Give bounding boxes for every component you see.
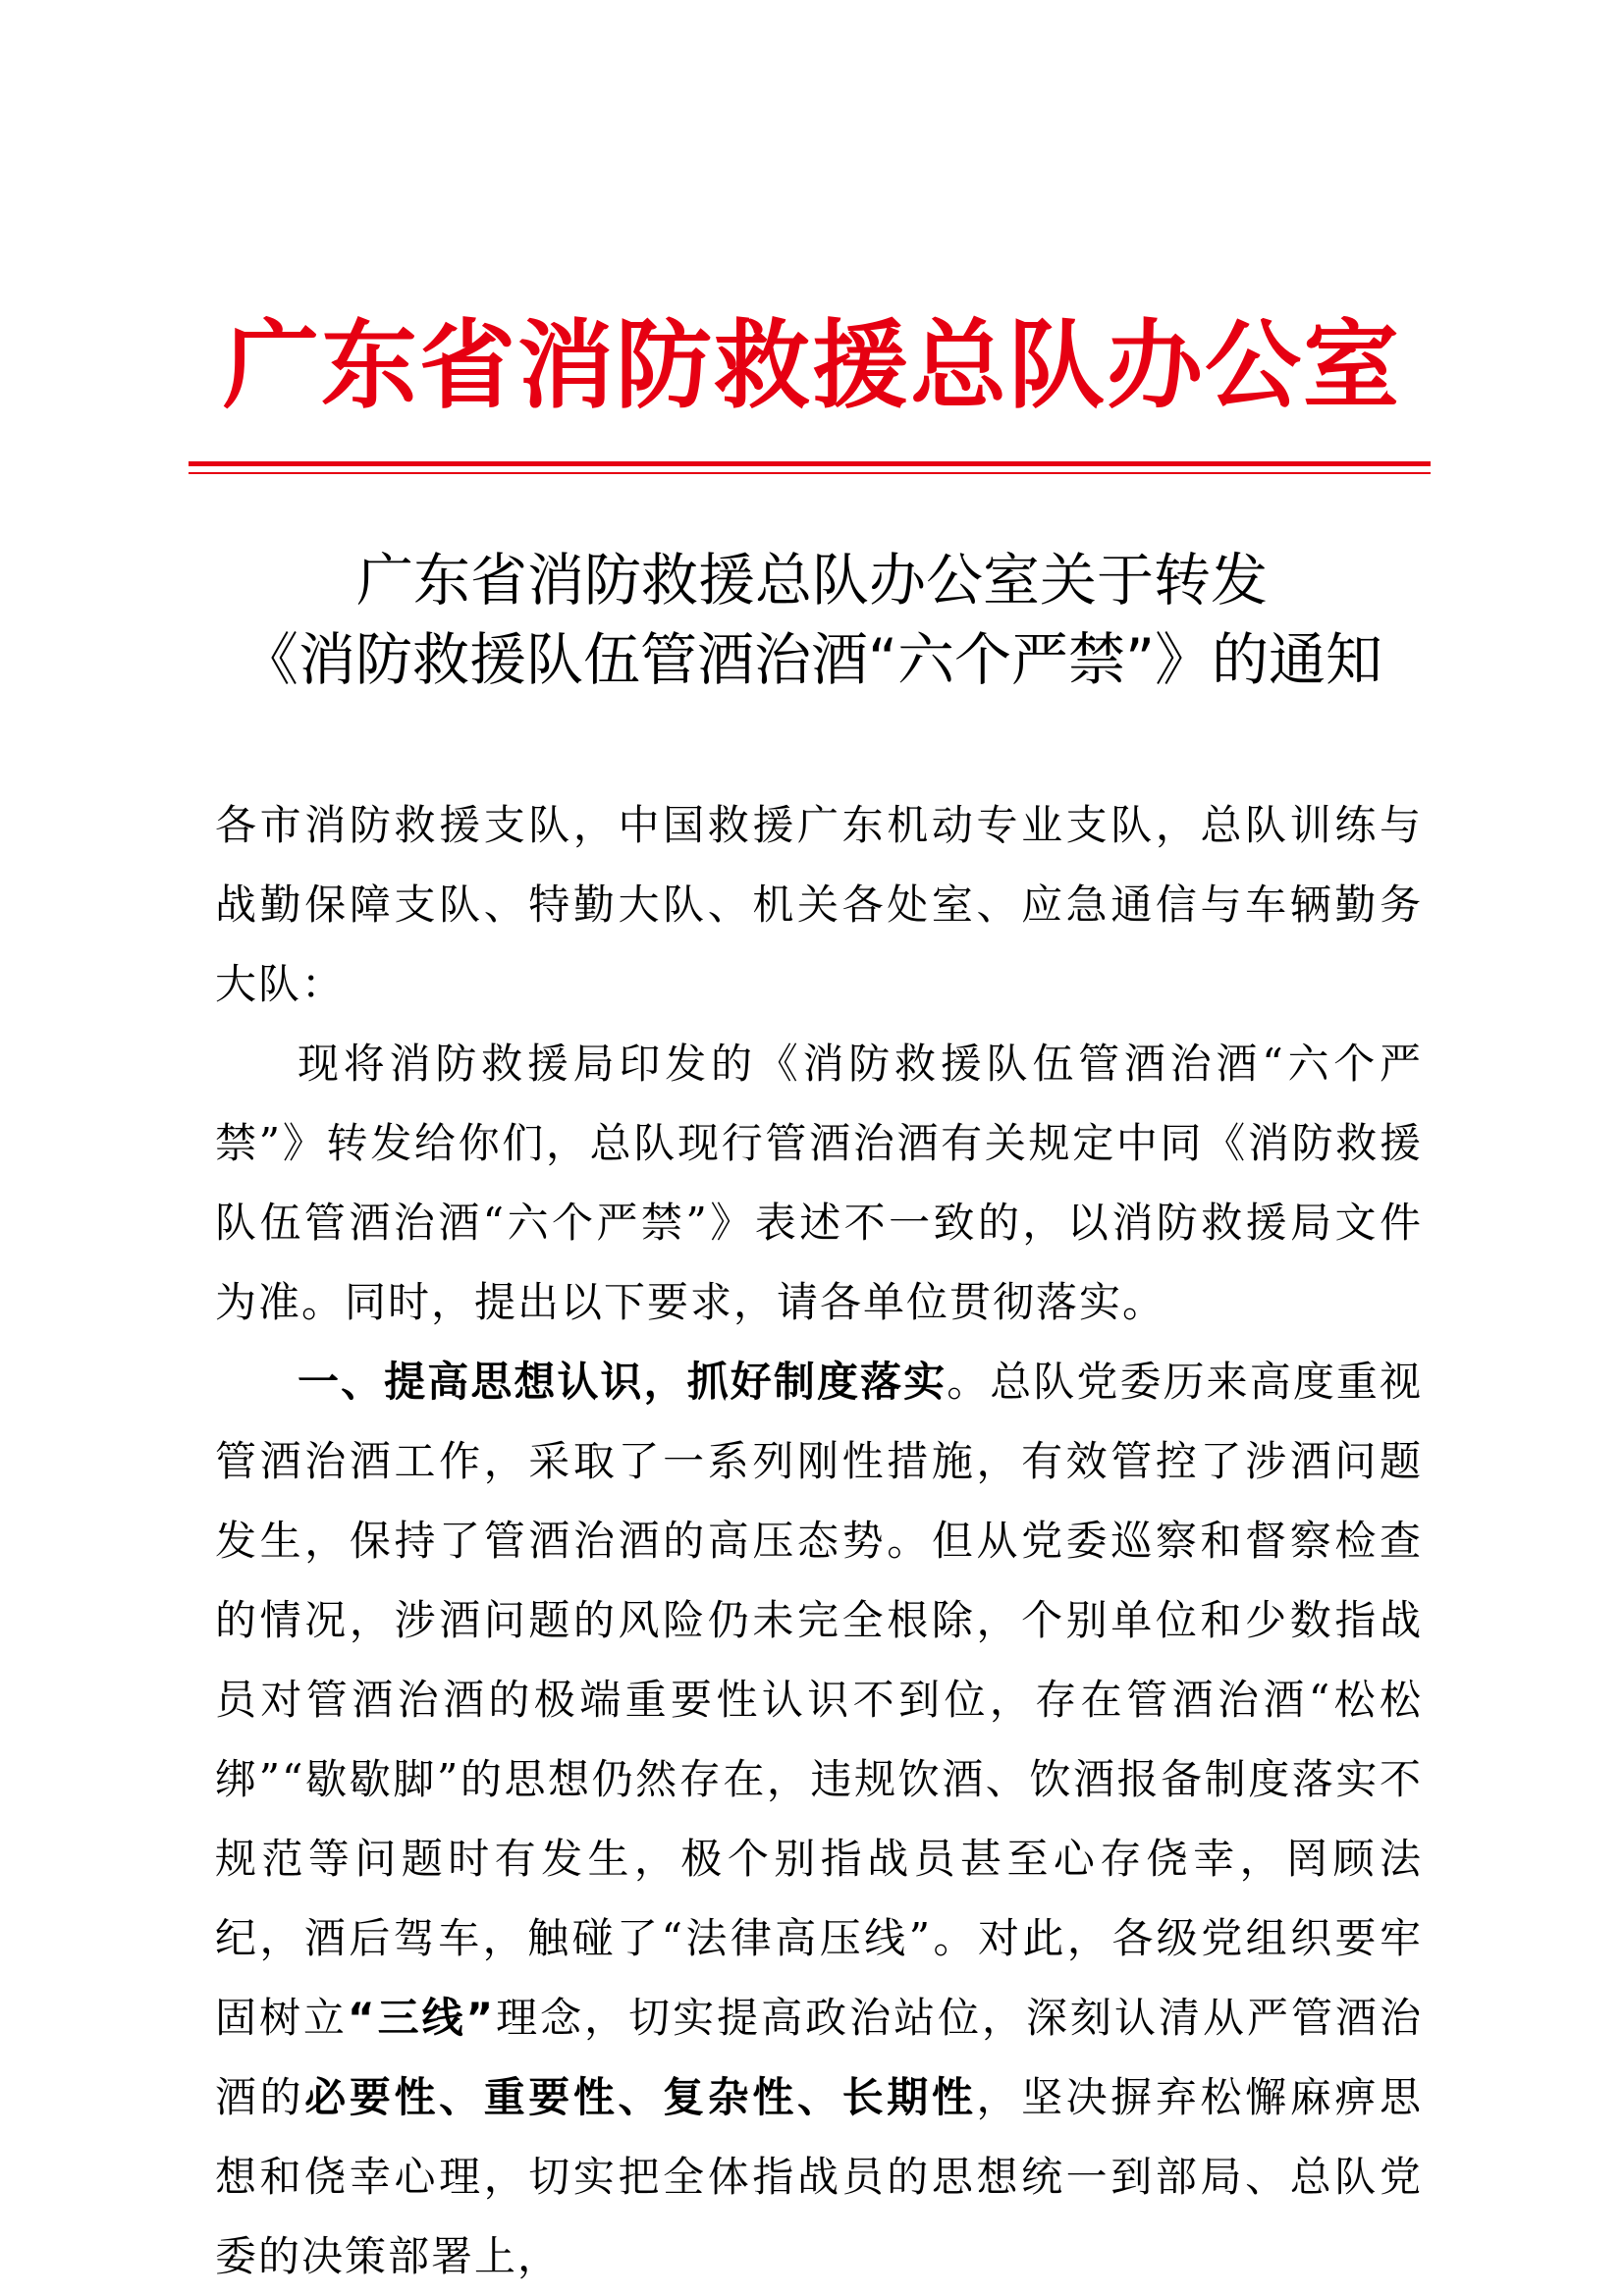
section-one-text-e: ，坚决摒弃松懈麻痹思想和侥幸心理，切实把全体指战员的思想统一到部局、总队党委的决策部署上， (215, 2073, 1423, 2280)
section-one-bold-three-lines: “三线” (347, 1994, 496, 2042)
letterhead-red-rule-thin (189, 472, 1431, 474)
section-one-heading: 一、提高思想认识，抓好制度落实 (298, 1358, 947, 1406)
document-body (215, 785, 1423, 2296)
intro-paragraph: 现将消防救援局印发的《消防救援队伍管酒治酒“六个严禁”》转发给你们，总队现行管酒治酒有关规定中同《消防救援队伍管酒治酒“六个严禁”》表述不一致的，以消防救援局文件为准。同时，提出以下要求，请各单位贯彻落实。 (215, 1040, 1423, 1326)
letterhead-red-rule-thick (189, 461, 1431, 466)
section-one-bold-keywords: 必要性、重要性、复杂性、长期性 (304, 2073, 977, 2121)
letterhead-org-name: 广东省消防救援总队办公室 (222, 309, 1401, 422)
section-one-text-c: 理念，切实提高政治站位，深刻认清从严管酒治酒的 (215, 1994, 1423, 2121)
document-title-line-2: 《消防救援队伍管酒治酒“六个严禁”》的通知 (241, 626, 1383, 693)
document-title-line-1: 广东省消防救援总队办公室关于转发 (355, 547, 1268, 614)
section-one-text-a: 。总队党委历来高度重视管酒治酒工作，采取了一系列刚性措施，有效管控了涉酒问题发生，保持了管酒治酒的高压态势。但从党委巡察和督察检查的情况，涉酒问题的风险仍未完全根除，个别单位和少数指战员对管酒治酒的极端重要性认识不到位，存在管酒治酒“松松绑”“歇歇脚”的思想仍然存在，违规饮酒、饮酒报备制度落实不规范等问题时有发生，极个别指战员甚至心存侥幸，罔顾法纪，酒后驾车，触碰了“法律高压线”。对此，各级党组织要牢固树立 (215, 1358, 1423, 2042)
section-one-paragraph (215, 1342, 1423, 2296)
recipients-paragraph: 各市消防救援支队，中国救援广东机动专业支队，总队训练与战勤保障支队、特勤大队、机关各处室、应急通信与车辆勤务大队： (215, 801, 1423, 1008)
